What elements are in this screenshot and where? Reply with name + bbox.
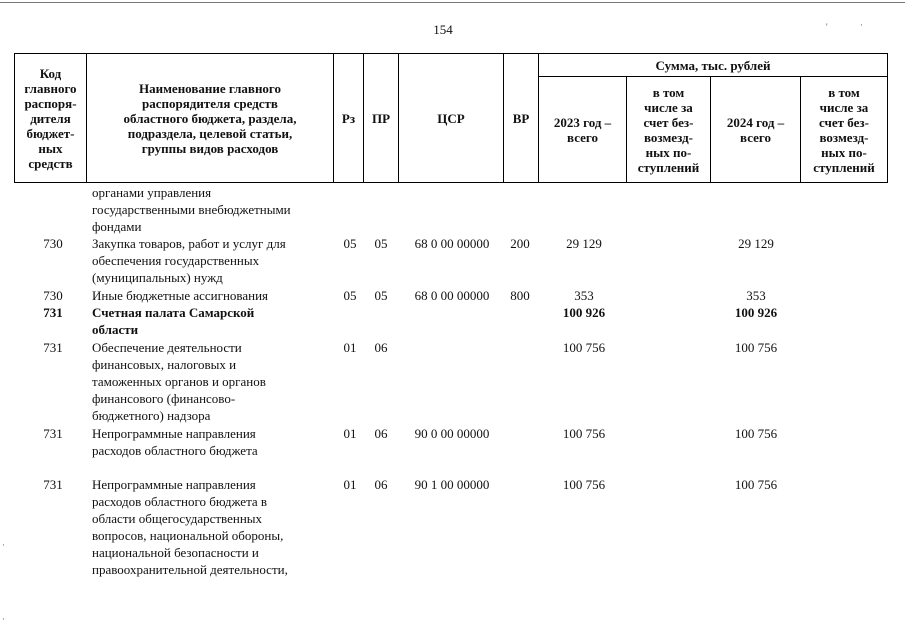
header-2023-total: 2023 год – всего <box>553 114 612 145</box>
header-vr: ВР <box>512 110 530 126</box>
cell-name: Обеспечение деятельности финансовых, налоговых и таможенных органов и органов финансового (финансово- бюджетного) надзора <box>92 340 266 423</box>
cell-sum-2023: 100 756 <box>562 340 606 355</box>
header-csr: ЦСР <box>437 110 465 126</box>
cell-name: Счетная палата Самарской области <box>92 305 255 337</box>
header-rz: Рз <box>341 110 356 126</box>
cell-code: 730 <box>43 236 63 251</box>
cell-code: 731 <box>43 477 63 492</box>
cell-rz: 01 <box>343 426 357 441</box>
cell-name: Непрограммные направления расходов областного бюджета в области общегосударственных вопросов, национальной обороны, национальной безопасности и правоохранительной деятельности, <box>92 477 288 577</box>
cell-sum-2024: 353 <box>746 288 766 303</box>
cell-pr: 06 <box>374 426 388 441</box>
cell-vr: 200 <box>510 236 530 251</box>
cell-pr: 05 <box>374 288 388 303</box>
cell-name: Непрограммные направления расходов областного бюджета <box>92 426 258 458</box>
cell-csr: 68 0 00 00000 <box>414 236 490 251</box>
cell-rz: 01 <box>343 477 357 492</box>
cell-sum-2023: 100 756 <box>562 477 606 492</box>
cell-rz: 05 <box>343 288 357 303</box>
scan-speck: ' <box>826 22 828 32</box>
cell-pr: 06 <box>374 340 388 355</box>
cell-csr: 68 0 00 00000 <box>414 288 490 303</box>
cell-sum-2024: 100 756 <box>734 477 778 492</box>
cell-code: 730 <box>43 288 63 303</box>
cell-pr: 06 <box>374 477 388 492</box>
cell-sum-2023: 100 756 <box>562 426 606 441</box>
cell-rz: 01 <box>343 340 357 355</box>
cell-name: Закупка товаров, работ и услуг для обеспечения государственных (муниципальных) нужд <box>92 236 286 285</box>
cell-vr: 800 <box>510 288 530 303</box>
cell-rz: 05 <box>343 236 357 251</box>
header-pr: ПР <box>371 110 391 126</box>
cell-sum-2023: 353 <box>574 288 594 303</box>
cell-csr: 90 0 00 00000 <box>414 426 490 441</box>
cell-pr: 05 <box>374 236 388 251</box>
cell-sum-2024: 100 756 <box>734 340 778 355</box>
cell-code: 731 <box>43 340 63 355</box>
cell-code: 731 <box>43 305 63 320</box>
header-2024-total: 2024 год – всего <box>726 114 785 145</box>
cell-sum-2023: 100 926 <box>562 305 606 320</box>
cell-sum-2024: 100 926 <box>734 305 778 320</box>
scan-speck: · <box>2 614 5 624</box>
cell-sum-2024: 100 756 <box>734 426 778 441</box>
cell-sum-2023: 29 129 <box>566 236 602 251</box>
cell-sum-2024: 29 129 <box>738 236 774 251</box>
header-name: Наименование главного распорядителя средств областного бюджета, раздела, подраздела, целевой статьи, группы видов расходов <box>123 80 297 156</box>
cell-name: Иные бюджетные ассигнования <box>92 288 269 303</box>
page-number: 154 <box>433 22 453 37</box>
scan-speck: · <box>860 20 863 30</box>
header-code: Код главного распоря- дителя бюджет- ных средств <box>24 65 77 171</box>
header-2024-gratuitous: в том числе за счет без- возмезд- ных по- ступлений <box>813 84 875 175</box>
header-sum-title: Сумма, тыс. рублей <box>655 57 771 73</box>
cell-name: органами управления государственными внебюджетными фондами <box>92 185 291 234</box>
cell-csr: 90 1 00 00000 <box>414 477 490 492</box>
scan-speck: · <box>2 540 5 550</box>
cell-code: 731 <box>43 426 63 441</box>
header-2023-gratuitous: в том числе за счет без- возмезд- ных по- ступлений <box>637 84 700 175</box>
top-rule <box>0 2 905 3</box>
